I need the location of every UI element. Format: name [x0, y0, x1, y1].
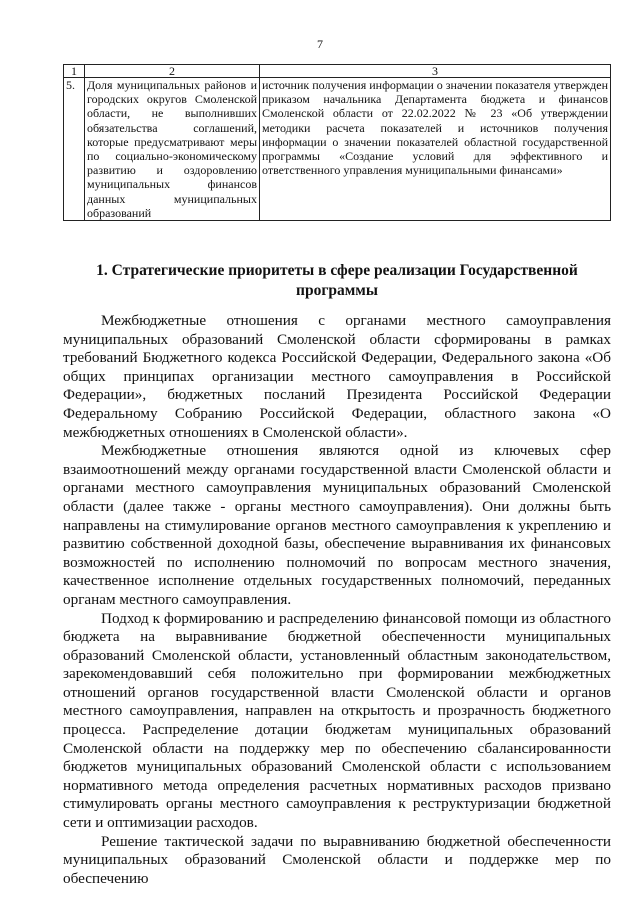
section-heading: 1. Стратегические приоритеты в сфере реализации Государственной программы: [96, 262, 578, 299]
row-number-cell: 5.: [64, 78, 85, 221]
info-source-cell: источник получения информации о значении показателя утвержден приказом начальника Департамента бюджета и финансов Смоленской области от 22.02.2022 № 23 «Об утверждении методики расчета показателей и источников получения информации о значении показателей областной государственной программы «Создание условий для эффективного и ответственного управления муниципальными финансами»: [260, 78, 611, 221]
paragraph: Межбюджетные отношения с органами местного самоуправления муниципальных образований Смоленской области сформированы в рамках требований Бюджетного кодекса Российской Федерации, Федерального закона «Об общих принципах организации местного самоуправления в Российской Федерации», бюджетных посланий Президента Российской Федерации Федеральному Собранию Российской Федерации, областного закона «О межбюджетных отношениях в Смоленской области».: [63, 312, 611, 441]
table-header-cell: 1: [64, 65, 85, 78]
indicator-table: [63, 64, 611, 221]
paragraph: Межбюджетные отношения являются одной из ключевых сфер взаимоотношений между органами государственной власти Смоленской области и органами местного самоуправления муниципальных образований Смоленской области (далее также - органы местного самоуправления). Они должны быть направлены на стимулирование органов местного самоуправления к укреплению и развитию собственной доходной базы, обеспечение выравнивания их финансовых возможностей по исполнению полномочий по вопросам местного значения, качественное исполнение отдельных государственных полномочий, переданных органам местного самоуправления.: [63, 442, 611, 608]
paragraph: Подход к формированию и распределению финансовой помощи из областного бюджета на выравнивание бюджетной обеспеченности муниципальных образований Смоленской области, установленный областным законодательством, зарекомендовавший себя положительно при формировании межбюджетных отношений органов государственной власти Смоленской области и органов местного самоуправления, направлен на открытость и прозрачность бюджетного процесса. Распределение дотации бюджетам муниципальных образований Смоленской области на поддержку мер по обеспечению сбалансированности бюджетов муниципальных образований Смоленской области с использованием нормативного метода определения расчетных нормативных расходов призвано стимулировать органы местного самоуправления к реструктуризации бюджетной сети и оптимизации расходов.: [63, 609, 611, 832]
table-header-row: [64, 65, 611, 78]
body-text: [63, 312, 611, 888]
indicator-name-cell: Доля муниципальных районов и городских округов Смоленской области, не выполнивших обязательства соглашений, которые предусматривают меры по социально-экономическому развитию и оздоровлению муниципальных финансов данных муниципальных образований: [85, 78, 260, 221]
table-header-cell: 3: [260, 65, 611, 78]
table-row: [64, 78, 611, 221]
paragraph: Решение тактической задачи по выравниванию бюджетной обеспеченности муниципальных образований Смоленской области и поддержке мер по обеспечению: [63, 832, 611, 887]
page-number: 7: [317, 37, 323, 51]
table-header-cell: 2: [85, 65, 260, 78]
